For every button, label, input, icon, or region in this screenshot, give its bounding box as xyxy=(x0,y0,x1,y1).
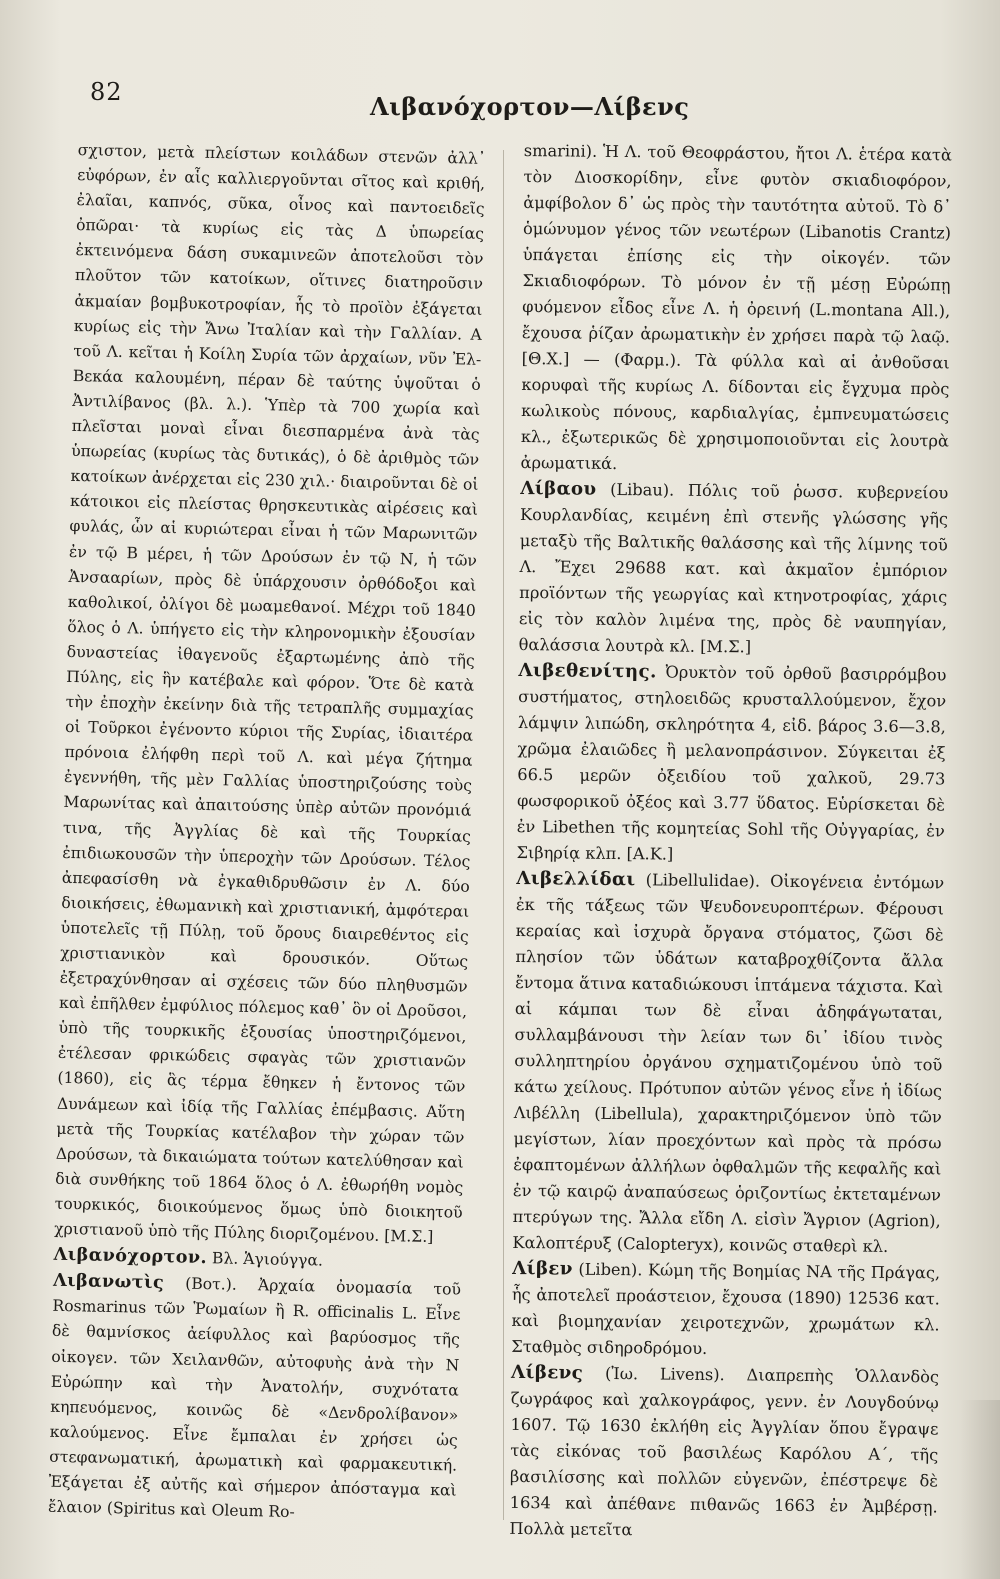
left-column xyxy=(48,138,486,1529)
entry-livens xyxy=(509,1360,939,1546)
entry-liben xyxy=(511,1256,940,1364)
entry-libau xyxy=(519,476,949,662)
page-number: 82 xyxy=(90,78,123,106)
entry-headword: Λίβενς xyxy=(510,1361,584,1384)
entry-text: (Liben). Κώμη τῆς Βοημίας ΝΑ τῆς Πράγας, ἧς ἀποτελεῖ προάστειον, ἔχουσα (1890) 12536 κατ. καὶ βιομηχανίαν χειροτεχνῶν, χρωμάτων κλ. Σταθμὸς σιδηροδρόμου. xyxy=(511,1259,941,1358)
entry-text: Βλ. Ἁγιούγγα. xyxy=(206,1249,324,1270)
entry-headword: Λίβαου xyxy=(520,477,597,500)
entry-libellulidae xyxy=(512,866,944,1260)
entry-text: (Libau). Πόλις τοῦ ῥωσσ. κυβερνείου Κουρλανδίας, κειμένη ἐπὶ στενῆς γλώσσης γῆς μεταξὺ τῆς Βαλτικῆς θαλάσσης καὶ τῆς λίμνης τοῦ Λ. Ἔχει 29688 κατ. καὶ ἀκμαῖον ἐμπόριον προϊόντων τῆς γεωργίας καὶ κτηνοτροφίας, χάρις εἰς τὸν καλὸν λιμένα της, πρὸς δὲ ναυπηγίαν, θαλάσσια λουτρὰ κλ. [Μ.Σ.] xyxy=(518,479,949,657)
entry-text: Ὀρυκτὸν τοῦ ὀρθοῦ βασιρρόμβου συστήματος, στηλοειδῶς κρυσταλλούμενον, ἔχον λάμψιν λιπώδη, σκληρότητα 4, εἰδ. βάρος 3.6—3.8, χρῶμα ἐλαιῶδες ἢ μελανοπράσινον. Σύγκειται ἐξ 66.5 μερῶν ὀξειδίου τοῦ χαλκοῦ, 29.73 φωσφορικοῦ ὀξέος καὶ 3.77 ὕδατος. Εὑρίσκεται δὲ ἐν Libethen τῆς κομητείας Sohl τῆς Οὐγγαρίας, ἐν Σιβηρίᾳ κλπ. [Α.Κ.] xyxy=(516,662,947,864)
page-edge-shadow xyxy=(960,1400,1000,1579)
left-continuation-text: σχιστον, μετὰ πλείστων κοιλάδων στενῶν ἀλλ᾽ εὐφόρων, ἐν αἷς καλλιεργοῦνται σῖτος καὶ κριθή, ἐλαῖαι, καπνός, σῦκα, οἶνος καὶ παντοειδεῖς ὀπῶραι· τὰ κυρίως εἰς τὰς Δ ὑπωρείας ἐκτεινόμενα δάση συκαμινεῶν ἀποτελοῦσι τὸν πλοῦτον τῶν κατοίκων, οἵτινες διατηροῦσιν ἀκμαίαν βομβυκοτροφίαν, ἧς τὸ προϊὸν ἐξάγεται κυρίως εἰς τὴν Ἄνω Ἰταλίαν καὶ τὴν Γαλλίαν. Α τοῦ Λ. κεῖται ἡ Κοίλη Συρία τῶν ἀρχαίων, νῦν Ἐλ-Βεκάα καλουμένη, πέραν δὲ ταύτης ὑψοῦται ὁ Ἀντιλίβανος (βλ. λ.). Ὑπὲρ τὰ 700 χωρία καὶ πλεῖσται μοναὶ εἶναι διεσπαρμένα ἀνὰ τὰς ὑπωρείας (κυρίως τὰς δυτικάς), ὁ δὲ ἀριθμὸς τῶν κατοίκων ἀνέρχεται εἰς 230 χιλ.· διαιροῦνται δὲ οἱ κάτοικοι εἰς πλείστας θρησκευτικὰς αἱρέσεις καὶ φυλάς, ὧν αἱ κυριώτεραι εἶναι ἡ τῶν Μαρωνιτῶν ἐν τῷ Β μέρει, ἡ τῶν Δρούσων ἐν τῷ Ν, ἡ τῶν Ἀνσααρίων, πρὸς δὲ ὑπάρχουσιν ὀρθόδοξοι καὶ καθολικοί, ὀλίγοι δὲ μωαμεθανοί. Μέχρι τοῦ 1840 ὅλος ὁ Λ. ὑπήγετο εἰς τὴν κληρονομικὴν ἐξουσίαν δυναστείας ἰθαγενοῦς ἐξαρτωμένης ἀπὸ τῆς Πύλης, εἰς ἣν κατέβαλε καὶ φόρον. Ὅτε δὲ κατὰ τὴν ἐποχὴν ἐκείνην διὰ τῆς τετραπλῆς συμμαχίας οἱ Τοῦρκοι ἐγένοντο κύριοι τῆς Συρίας, ἰδιαιτέρα πρόνοια ἐλήφθη περὶ τοῦ Λ. καὶ μέγα ζήτημα ἐγεννήθη, τῆς μὲν Γαλλίας ὑποστηριζούσης τοὺς Μαρωνίτας καὶ ἀπαιτούσης ὑπὲρ αὐτῶν προνόμιά τινα, τῆς Ἀγγλίας δὲ καὶ τῆς Τουρκίας ἐπιδιωκουσῶν τὴν ὑπεροχὴν τῶν Δρούσων. Τέλος ἀπεφασίσθη νὰ ἐγκαθιδρυθῶσιν ἐν Λ. δύο διοικήσεις, ἐθωμανικὴ καὶ χριστιανική, ἀμφότεραι ὑποτελεῖς τῇ Πύλῃ, τοῦ ὄρους διαιρεθέντος εἰς χριστιανικὸν καὶ δρουσικόν. Οὕτως ἐξετραχύνθησαν αἱ σχέσεις τῶν δύο πληθυσμῶν καὶ ἐπῆλθεν ἐμφύλιος πόλεμος καθ᾽ ὃν οἱ Δροῦσοι, ὑπὸ τῆς τουρκικῆς ἐξουσίας ὑποστηριζόμενοι, ἐτέλεσαν φρικώδεις σφαγὰς τῶν χριστιανῶν (1860), εἰς ἃς τέρμα ἔθηκεν ἡ ἔντονος τῶν Δυνάμεων καὶ ἰδίᾳ τῆς Γαλλίας ἐπέμβασις. Αὕτη μετὰ τῆς Τουρκίας κατέλαβον τὴν χώραν τῶν Δρούσων, τὰ δικαιώματα τούτων κατελύθησαν καὶ διὰ συνθήκης τοῦ 1864 ὅλος ὁ Λ. ἐθωρήθη νομὸς τουρκικός, διοικούμενος ὅμως ὑπὸ διοικητοῦ χριστιανοῦ ὑπὸ τῆς Πύλης διοριζομένου. [Μ.Σ.] xyxy=(54,140,486,1247)
right-continuation-text: smarini). Ἡ Λ. τοῦ Θεοφράστου, ἤτοι Λ. ἑτέρα κατὰ τὸν Διοσκορίδην, εἶνε φυτὸν σκιαδιοφόρον, ἀμφίβολον δ᾽ ὡς πρὸς τὴν ταυτότητα αὐτοῦ. Τὸ δ᾽ ὁμώνυμον γένος τῶν νεωτέρων (Libanotis Crantz) ὑπάγεται ἐπίσης εἰς τὴν οἰκογέν. τῶν Σκιαδιοφόρων. Τὸ μόνον ἐν τῇ μέσῃ Εὐρώπῃ φυόμενον εἶδος εἶνε Λ. ἡ ὀρεινή (L.montana All.), ἔχουσα ῥίζαν ἀρωματικὴν ἐν χρήσει παρὰ τῷ λαῷ. [Θ.Χ.] — (Φαρμ.). Τὰ φύλλα καὶ αἱ ἀνθοῦσαι κορυφαὶ τῆς κυρίως Λ. δίδονται εἰς ἔγχυμα πρὸς κωλικοὺς πόνους, καρδιαλγίας, ἐμπνευματώσεις κλ., ἐξωτερικῶς δὲ χρησιμοποιοῦνται εἰς λουτρὰ ἀρωματικά. xyxy=(520,140,952,473)
entry-headword: Λιβελλίδαι xyxy=(516,867,636,891)
entry-headword: Λιβανωτὶς xyxy=(52,1269,165,1294)
entry-text: (Libellulidae). Οἰκογένεια ἐντόμων ἐκ τῆς τάξεως τῶν Ψευδονευροπτέρων. Φέρουσι κεραίας καὶ ἰσχυρὰ ὄργανα στόματος, ζῶσι δὲ πλησίον τῶν ὑδάτων καταβροχθίζοντα ἄλλα ἔντομα ἅτινα καταδιώκουσι ἱπτάμενα τάχιστα. Καὶ αἱ κάμπαι των δὲ εἶναι ἀδηφάγωταται, συλλαμβάνουσι τὴν λείαν των δι᾽ ἰδίου τινὸς συλληπτηρίου ὀργάνου σχηματιζομένου ὑπὸ τοῦ κάτω χείλους. Πρότυπον αὐτῶν γένος εἶνε ἡ ἰδίως Λιβέλλη (Libellula), χαρακτηριζόμενον ὑπὸ τῶν μεγίστων, λίαν προεχόντων καὶ πρὸς τὰ πρόσω ἐφαπτομένων ἀλλήλων ὀφθαλμῶν τῆς κεφαλῆς καὶ ἐν τῷ καιρῷ ἀναπαύσεως ὁριζοντίως ἐκτεταμένων πτερύγων της. Ἄλλα εἴδη Λ. εἰσὶν Ἄγριον (Agrion), Καλοπτέρυξ (Calopteryx), κοινῶς σταθερὶ κλ. xyxy=(512,870,945,1256)
entry-libethenite xyxy=(516,658,946,870)
entry-headword: Λιβανόχορτον. xyxy=(53,1243,208,1269)
entry-text: (Βοτ.). Ἀρχαία ὀνομασία τοῦ Rosmarinus τῶν Ῥωμαίων ἢ R. officinalis L. Εἶνε δὲ θαμνίσκος ἀείφυλλος καὶ βαρύοσμος τῆς οἰκογεν. τῶν Χειλανθῶν, αὐτοφυὴς ἀνὰ τὴν Ν Εὐρώπην καὶ τὴν Ἀνατολήν, συχνότατα κηπευόμενος, κοινῶς δὲ «Δενδρολίβανον» καλούμενος. Εἶνε ἔμπαλαι ἐν χρήσει ὡς στεφανωματική, ἀρωματικὴ καὶ φαρμακευτική. Ἐξάγεται ἐξ αὐτῆς καὶ σήμερον ἀπόσταγμα καὶ ἔλαιον (Spiritus καὶ Oleum Ro- xyxy=(47,1274,462,1522)
entry-livanotis xyxy=(48,1268,461,1529)
column-divider xyxy=(503,150,504,1520)
right-column xyxy=(509,138,952,1546)
running-head: Λιβανόχορτον—Λίβενς xyxy=(370,92,690,121)
entry-text: (Ἰω. Livens). Διαπρεπὴς Ὁλλανδὸς ζωγράφος καὶ χαλκογράφος, γενν. ἐν Λουγδούνῳ 1607. Τῷ 1630 ἐκλήθη εἰς Ἀγγλίαν ὅπου ἔγραψε τὰς εἰκόνας τοῦ βασιλέως Καρόλου Α΄, τῆς βασιλίσσης καὶ πολλῶν εὐγενῶν, ἐπέστρεψε δὲ 1634 καὶ ἀπέθανε πιθανῶς 1663 ἐν Ἀμβέρσῃ. Πολλὰ μετεῖτα xyxy=(509,1363,940,1540)
entry-headword: Λιβεθενίτης. xyxy=(518,659,657,683)
entry-headword: Λίβεν xyxy=(512,1257,573,1280)
